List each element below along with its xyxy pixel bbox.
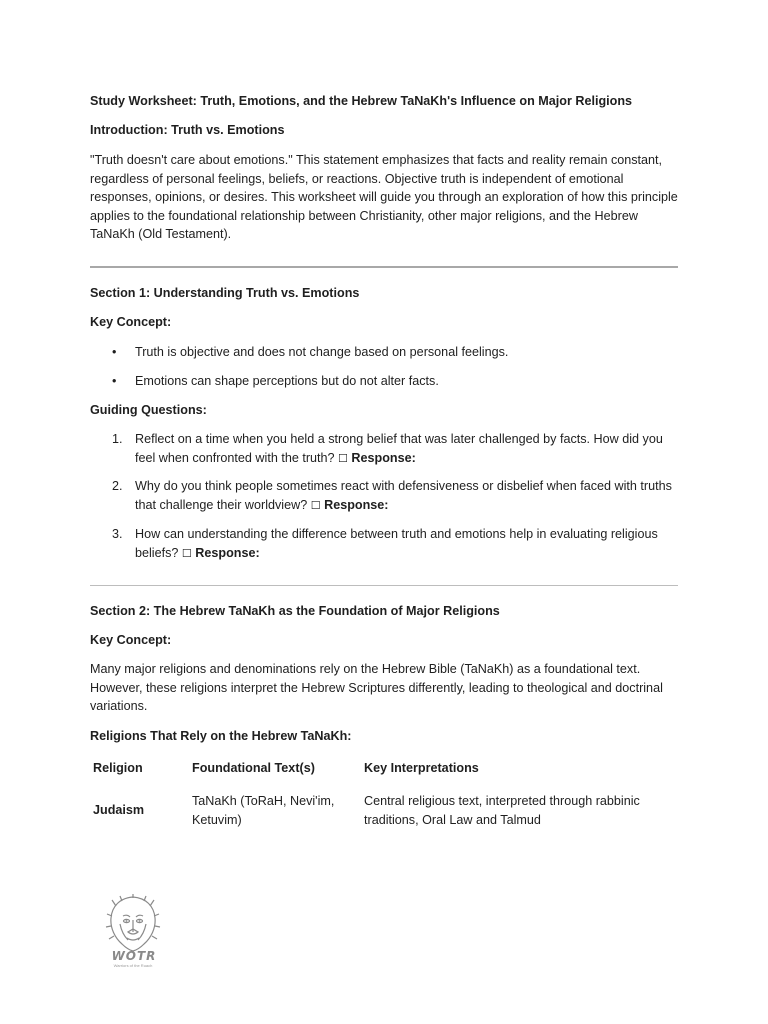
intro-heading: Introduction: Truth vs. Emotions xyxy=(90,123,285,137)
question-text: Why do you think people sometimes react with defensiveness or disbelief when faced with truths that challenge their worldview? xyxy=(135,479,672,512)
section-divider xyxy=(90,266,678,268)
key-concept-label: Key Concept: xyxy=(90,315,172,329)
logo-tagline: Warriors of the Ruach xyxy=(113,963,153,968)
guiding-questions-label: Guiding Questions: xyxy=(90,403,207,417)
section2-paragraph: Many major religions and denominations rely on the Hebrew Bible (TaNaKh) as a foundational text. However, these religions interpret the Hebrew Scriptures differently, leading to theological and doctrinal variations. xyxy=(90,662,663,713)
bullet-icon: • xyxy=(112,345,117,359)
checkbox-icon[interactable]: ☐ xyxy=(338,451,348,465)
table-cell: Judaism xyxy=(93,803,145,817)
column-header: Religion xyxy=(93,761,143,775)
table-heading: Religions That Rely on the Hebrew TaNaKh: xyxy=(90,729,352,743)
logo-wordmark: WOTR xyxy=(111,949,157,963)
wotr-logo xyxy=(98,894,168,968)
response-label: Response: xyxy=(195,545,260,560)
section-divider xyxy=(90,585,678,586)
question-text: How can understanding the difference between truth and emotions help in evaluating religious beliefs? xyxy=(135,527,658,560)
section2-heading: Section 2: The Hebrew TaNaKh as the Foundation of Major Religions xyxy=(90,604,500,618)
table-cell: Central religious text, interpreted through rabbinic traditions, Oral Law and Talmud xyxy=(364,794,640,827)
table-cell: TaNaKh (ToRaH, Nevi'im, Ketuvim) xyxy=(192,794,335,827)
checkbox-icon[interactable]: ☐ xyxy=(310,498,321,512)
column-header: Key Interpretations xyxy=(364,761,479,775)
bullet-icon: • xyxy=(112,374,117,388)
response-label: Response: xyxy=(351,450,416,465)
response-label: Response: xyxy=(324,497,389,512)
key-concept-label: Key Concept: xyxy=(90,633,172,647)
checkbox-icon[interactable]: ☐ xyxy=(181,546,192,560)
question-text: Reflect on a time when you held a strong belief that was later challenged by facts. How did you feel when confronted with the truth? xyxy=(135,432,663,465)
column-header: Foundational Text(s) xyxy=(192,761,315,775)
page-title: Study Worksheet: Truth, Emotions, and the Hebrew TaNaKh's Influence on Major Religions xyxy=(90,94,633,108)
section1-heading: Section 1: Understanding Truth vs. Emotions xyxy=(90,286,360,300)
intro-paragraph: "Truth doesn't care about emotions." This statement emphasizes that facts and reality remain constant, regardless of personal feelings, beliefs, or reactions. Objective truth is independent of emotional responses, opinions, or desires. This worksheet will guide you through an exploration of how this principle applies to the foundational relationship between Christianity, other major religions, and the Hebrew TaNaKh (Old Testament). xyxy=(90,153,678,241)
